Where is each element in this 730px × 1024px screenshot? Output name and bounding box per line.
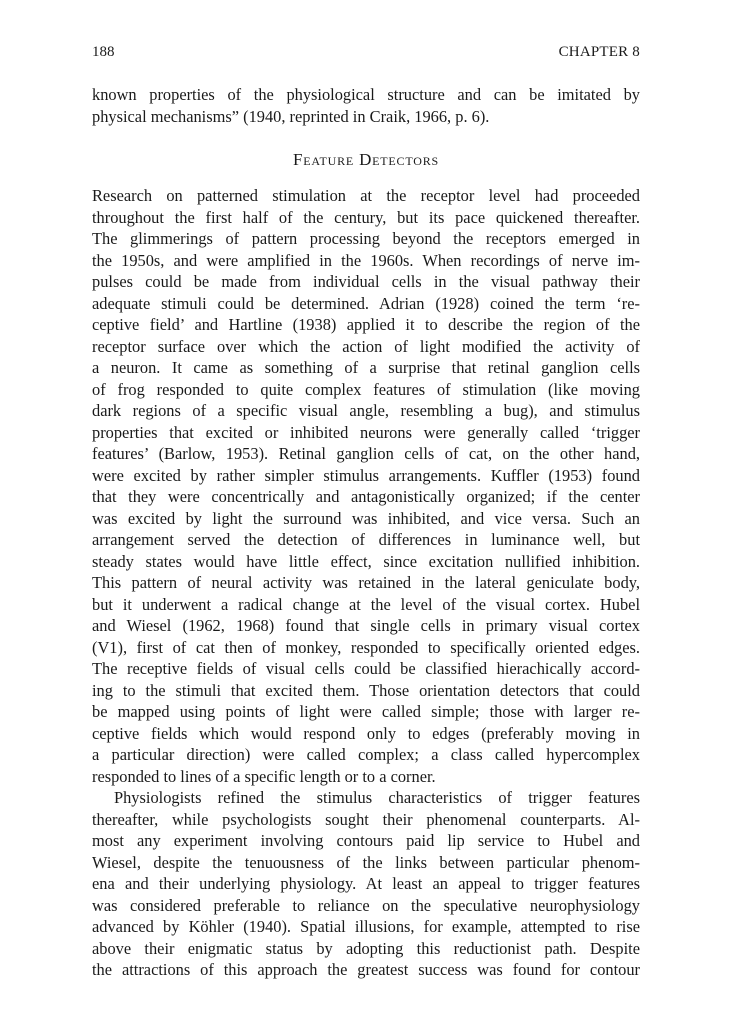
text-line: known properties of the physiological structure and can be imitated by bbox=[92, 85, 640, 104]
text-line: the 1950s, and were amplified in the 1960s. When recordings of nerve im- bbox=[92, 250, 640, 270]
text-line: that they were concentrically and antagonistically organized; if the center bbox=[92, 487, 640, 506]
text-line: Wiesel, despite the tenuousness of the links between particular phenom- bbox=[92, 852, 640, 872]
text-line: pulses could be made from individual cells in the visual pathway their bbox=[92, 272, 640, 291]
text-line: (V1), first of cat then of monkey, responded to specifically oriented edges. bbox=[92, 637, 640, 657]
text-line: ing to the stimuli that excited them. Those orientation detectors that could bbox=[92, 680, 640, 700]
text-line: most any experiment involving contours paid lip service to Hubel and bbox=[92, 831, 640, 850]
text-line: were excited by rather simpler stimulus arrangements. Kuffler (1953) found bbox=[92, 465, 640, 485]
text-line: ceptive field’ and Hartline (1938) applied it to describe the region of the bbox=[92, 315, 640, 334]
text-line: adequate stimuli could be determined. Adrian (1928) coined the term ‘re- bbox=[92, 293, 640, 313]
text-line: The receptive fields of visual cells could be classified hierachically accord- bbox=[92, 659, 640, 678]
text-line: responded to lines of a specific length or to a corner. bbox=[92, 766, 436, 786]
text-line: features’ (Barlow, 1953). Retinal ganglion cells of cat, on the other hand, bbox=[92, 444, 640, 463]
text-line: and Wiesel (1962, 1968) found that single cells in primary visual cortex bbox=[92, 616, 640, 635]
text-line: the attractions of this approach the greatest success was found for contour bbox=[92, 960, 640, 979]
top-paragraph bbox=[92, 84, 640, 127]
text-line: The glimmerings of pattern processing beyond the receptors emerged in bbox=[92, 229, 640, 248]
text-line: arrangement served the detection of differences in luminance well, but bbox=[92, 530, 640, 549]
text-line: receptor surface over which the action of light modified the activity of bbox=[92, 336, 640, 356]
text-line: was considered preferable to reliance on the speculative neurophysiology bbox=[92, 895, 640, 915]
page-number: 188 bbox=[92, 44, 115, 60]
text-line: but it underwent a radical change at the level of the visual cortex. Hubel bbox=[92, 594, 640, 614]
text-line: be mapped using points of light were called simple; those with larger re- bbox=[92, 702, 640, 721]
text-line: This pattern of neural activity was retained in the lateral geniculate body, bbox=[92, 573, 640, 592]
text-line: above their enigmatic status by adopting this reductionist path. Despite bbox=[92, 938, 640, 958]
text-line: dark regions of a specific visual angle, resembling a bug), and stimulus bbox=[92, 401, 640, 420]
text-line: steady states would have little effect, since excitation nullified inhibition. bbox=[92, 551, 640, 571]
text-line: physical mechanisms” (1940, reprinted in Craik, 1966, p. 6). bbox=[92, 106, 490, 126]
text-line: a neuron. It came as something of a surprise that retinal ganglion cells bbox=[92, 358, 640, 377]
text-line: properties that excited or inhibited neurons were generally called ‘trigger bbox=[92, 422, 640, 442]
paragraph-1 bbox=[92, 185, 640, 981]
text-line: thereafter, while psychologists sought their phenomenal counterparts. Al- bbox=[92, 809, 640, 829]
text-line: was excited by light the surround was inhibited, and vice versa. Such an bbox=[92, 508, 640, 528]
text-line: of frog responded to quite complex features of stimulation (like moving bbox=[92, 379, 640, 399]
section-heading: Feature Detectors bbox=[292, 150, 440, 169]
text-line: advanced by Köhler (1940). Spatial illusions, for example, attempted to rise bbox=[92, 917, 640, 936]
running-header bbox=[92, 44, 640, 66]
text-line: a particular direction) were called complex; a class called hypercomplex bbox=[92, 745, 640, 764]
chapter-title: CHAPTER 8 bbox=[558, 44, 640, 60]
text-line: Physiologists refined the stimulus characteristics of trigger features bbox=[114, 788, 640, 807]
text-line: ceptive fields which would respond only to edges (preferably moving in bbox=[92, 723, 640, 743]
text-line: throughout the first half of the century, but its pace quickened thereafter. bbox=[92, 207, 640, 227]
text-line: ena and their underlying physiology. At least an appeal to trigger features bbox=[92, 874, 640, 893]
text-line: Research on patterned stimulation at the receptor level had proceeded bbox=[92, 186, 640, 205]
